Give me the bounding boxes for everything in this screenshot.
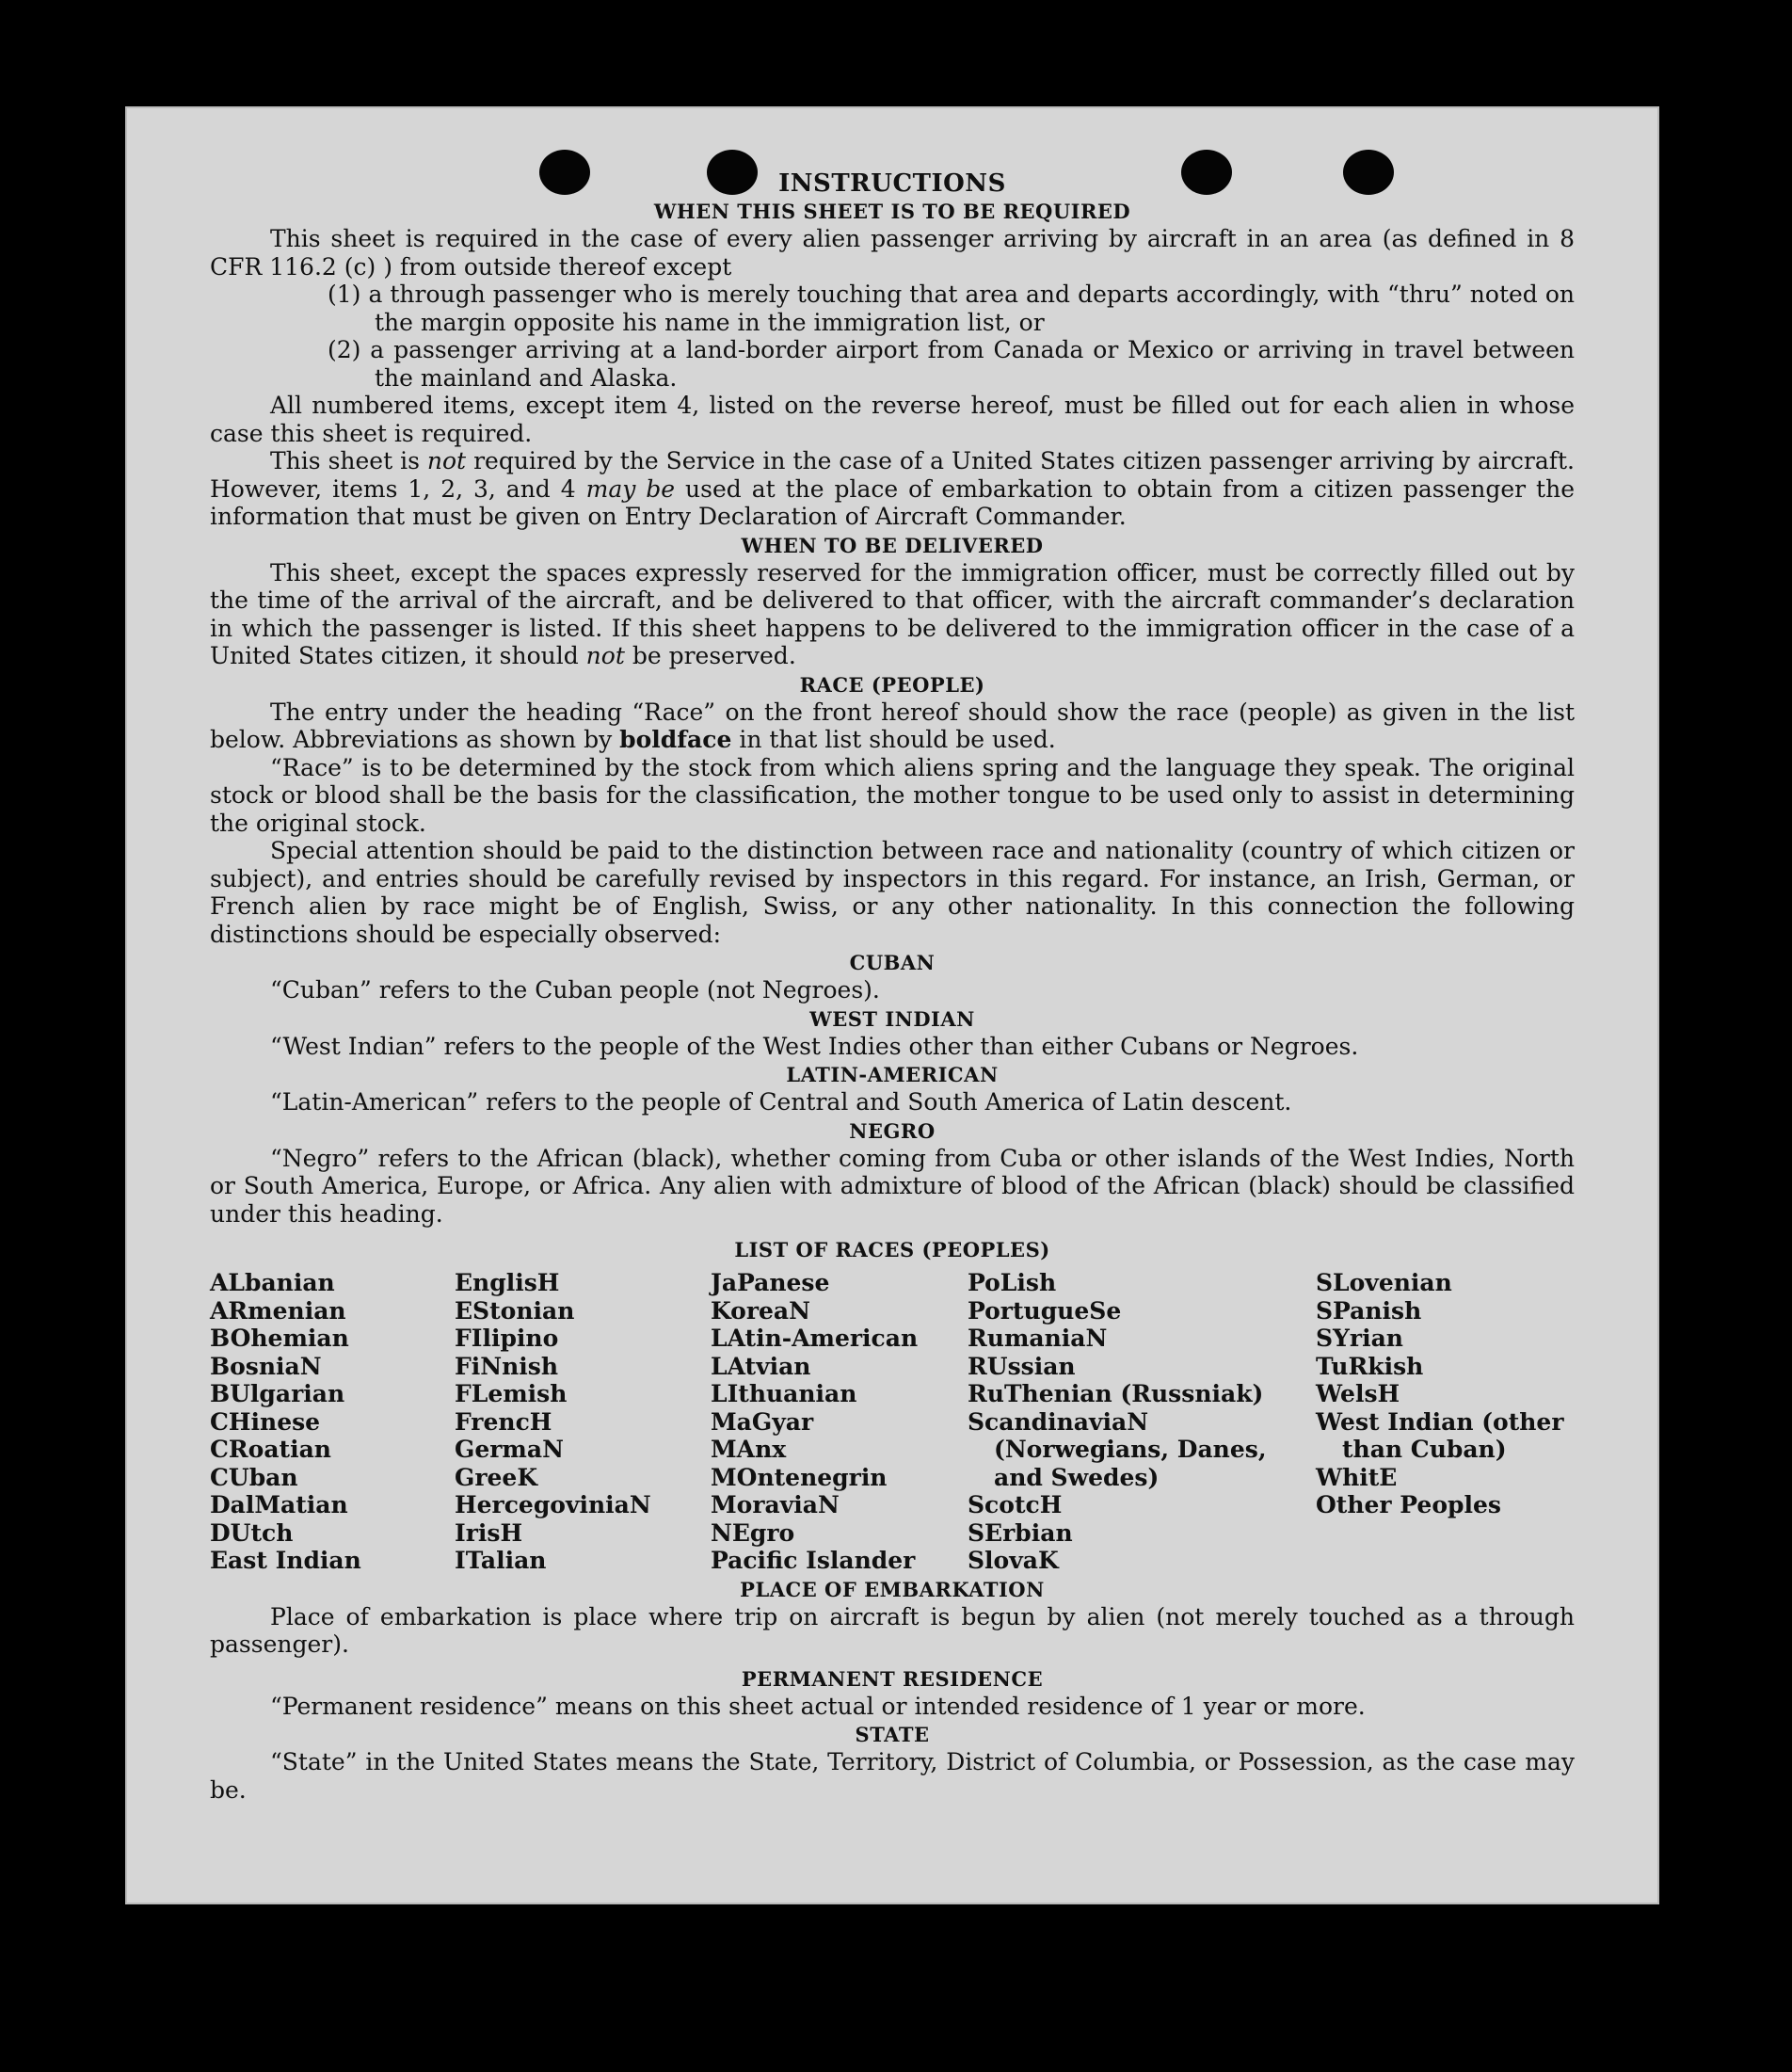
race-entry: MaGyar bbox=[711, 1407, 814, 1436]
race-entry: RuThenian (Russniak) bbox=[968, 1380, 1264, 1407]
race-entry: WhitE bbox=[1316, 1463, 1398, 1491]
section-heading: LATIN-AMERICAN bbox=[786, 1063, 999, 1086]
race-entry: LAtvian bbox=[711, 1352, 811, 1380]
paragraph bbox=[210, 559, 1575, 670]
race-entry: NEgro bbox=[711, 1518, 795, 1547]
race-entry: DalMatian bbox=[210, 1491, 348, 1518]
race-entry: BosniaN bbox=[210, 1352, 322, 1380]
section-heading: PLACE OF EMBARKATION bbox=[740, 1577, 1045, 1601]
document-sheet bbox=[125, 106, 1659, 1904]
paragraph: “Permanent residence” means on this sheet actual or intended residence of 1 year or more. bbox=[270, 1692, 1366, 1720]
page-title: INSTRUCTIONS bbox=[778, 169, 1006, 198]
section-heading: STATE bbox=[855, 1723, 930, 1746]
race-entry: TuRkish bbox=[1316, 1352, 1424, 1380]
race-entry: ALbanian bbox=[210, 1269, 335, 1296]
section-heading: WHEN THIS SHEET IS TO BE REQUIRED bbox=[653, 200, 1131, 223]
list-item: (2) a passenger arriving at a land-border airport from Canada or Mexico or arriving in travel between the mainland and Alaska. bbox=[328, 336, 1575, 392]
text-run: This sheet, except the spaces expressly reserved for the immigration officer, must be correctly filled out by the time of the arrival of the aircraft, and be delivered to that officer, with the aircraft commander’s declaration in which the passenger is listed. If this sheet happens to be delivered to the immigration officer in the case of a United States citizen, it should bbox=[210, 558, 1575, 669]
paragraph: “State” in the United States means the State, Territory, District of Columbia, or Possession, as the case may be. bbox=[210, 1748, 1575, 1804]
race-entry: LAtin-American bbox=[711, 1325, 919, 1352]
race-entry: CHinese bbox=[210, 1407, 321, 1436]
race-entry: ScotcH bbox=[968, 1491, 1063, 1518]
paragraph: Special attention should be paid to the distinction between race and nationality (country of which citizen or subject), and entries should be carefully revised by inspectors in this regard. For instance, an Irish, German, or French alien by race might be of English, Swiss, or any other nationality. In this connection the following distinctions should be especially observed: bbox=[210, 837, 1575, 948]
race-entry: PoLish bbox=[968, 1269, 1057, 1296]
race-column bbox=[455, 1269, 711, 1575]
race-entry: EnglisH bbox=[455, 1269, 560, 1296]
race-entry: RumaniaN bbox=[968, 1325, 1108, 1352]
race-entry: HercegoviniaN bbox=[455, 1491, 651, 1518]
race-entry: PortugueSe bbox=[968, 1296, 1122, 1325]
text-run-italic: not bbox=[426, 447, 467, 474]
race-entry: FLemish bbox=[455, 1380, 568, 1407]
section-heading: LIST OF RACES (PEOPLES) bbox=[734, 1238, 1050, 1261]
race-entry: LIthuanian bbox=[711, 1380, 857, 1407]
race-entry: IrisH bbox=[455, 1518, 523, 1547]
race-list bbox=[210, 1269, 1575, 1575]
text-run-bold: boldface bbox=[619, 726, 732, 753]
instructions-content bbox=[210, 169, 1575, 1804]
race-entry: GermaN bbox=[455, 1436, 564, 1463]
race-entry: CRoatian bbox=[210, 1436, 331, 1463]
race-entry: CUban bbox=[210, 1463, 298, 1491]
section-heading: CUBAN bbox=[849, 951, 936, 974]
race-column bbox=[968, 1269, 1316, 1575]
race-entry: SPanish bbox=[1316, 1296, 1422, 1325]
paragraph: “West Indian” refers to the people of the West Indies other than either Cubans or Negroes. bbox=[270, 1032, 1359, 1060]
paragraph: “Race” is to be determined by the stock from which aliens spring and the language they speak. The original stock or blood shall be the basis for the classification, the mother tongue to be used only to assist in determining the original stock. bbox=[210, 753, 1575, 837]
paragraph bbox=[210, 699, 1575, 754]
race-entry: SYrian bbox=[1316, 1325, 1403, 1352]
race-entry: East Indian bbox=[210, 1547, 361, 1574]
paragraph: All numbered items, except item 4, listed on the reverse hereof, must be filled out for each alien in whose case this sheet is required. bbox=[210, 392, 1575, 447]
race-entry: SlovaK bbox=[968, 1547, 1059, 1574]
race-entry: SErbian bbox=[968, 1518, 1073, 1547]
race-entry: BUlgarian bbox=[210, 1380, 345, 1407]
race-entry: ScandinaviaN (Norwegians, Danes, and Swedes) bbox=[968, 1407, 1267, 1491]
text-run: This sheet is bbox=[270, 447, 427, 474]
race-entry: ARmenian bbox=[210, 1296, 346, 1325]
race-entry: West Indian (other than Cuban) bbox=[1316, 1407, 1564, 1463]
text-run-italic: may be bbox=[585, 474, 676, 503]
text-run-italic: not bbox=[585, 642, 625, 669]
race-entry: MOntenegrin bbox=[711, 1463, 888, 1491]
race-column bbox=[1316, 1269, 1575, 1575]
race-entry: WelsH bbox=[1316, 1380, 1400, 1407]
race-entry: GreeK bbox=[455, 1463, 538, 1491]
race-column bbox=[711, 1269, 968, 1575]
paragraph bbox=[210, 447, 1575, 531]
section-heading: NEGRO bbox=[849, 1118, 936, 1143]
race-entry: ITalian bbox=[455, 1547, 547, 1574]
paragraph: This sheet is required in the case of every alien passenger arriving by aircraft in an area (as defined in 8 CFR 116.2 (c) ) from outside thereof except bbox=[210, 225, 1575, 281]
section-heading: WHEN TO BE DELIVERED bbox=[741, 533, 1044, 557]
text-run: used at the place of embarkation to obtain from a citizen passenger the information that must be given on Entry Declaration of Aircraft Commander. bbox=[210, 474, 1575, 530]
race-column bbox=[210, 1269, 455, 1575]
race-entry: EStonian bbox=[455, 1296, 575, 1325]
paragraph: Place of embarkation is place where trip on aircraft is begun by alien (not merely touched as a through passenger). bbox=[210, 1602, 1575, 1658]
race-entry: KoreaN bbox=[711, 1296, 810, 1325]
race-entry: Pacific Islander bbox=[711, 1547, 916, 1574]
race-entry: FrencH bbox=[455, 1407, 552, 1436]
race-entry: SLovenian bbox=[1316, 1269, 1452, 1296]
section-heading: PERMANENT RESIDENCE bbox=[741, 1666, 1044, 1691]
section-heading: RACE (PEOPLE) bbox=[799, 672, 985, 697]
race-entry: DUtch bbox=[210, 1518, 294, 1547]
paragraph: “Cuban” refers to the Cuban people (not Negroes). bbox=[270, 976, 880, 1004]
text-run: required by the Service in the case of a United States citizen passenger arriving by aircraft. However, items 1, 2, 3, and 4 bbox=[210, 447, 1575, 503]
race-entry: JaPanese bbox=[711, 1269, 830, 1296]
section-heading: WEST INDIAN bbox=[809, 1006, 975, 1031]
race-entry: MoraviaN bbox=[711, 1491, 840, 1518]
paragraph: “Latin-American” refers to the people of Central and South America of Latin descent. bbox=[270, 1088, 1292, 1116]
race-entry: FIlipino bbox=[455, 1325, 559, 1352]
race-entry: Other Peoples bbox=[1316, 1491, 1501, 1518]
list-item: (1) a through passenger who is merely touching that area and departs accordingly, with “thru” noted on the margin opposite his name in the immigration list, or bbox=[328, 281, 1575, 336]
race-entry: RUssian bbox=[968, 1352, 1076, 1380]
text-run: in that list should be used. bbox=[731, 726, 1056, 753]
text-run: be preserved. bbox=[624, 642, 796, 669]
text-run: The entry under the heading “Race” on the front hereof should show the race (people) as given in the list below. Abbreviations as shown by bbox=[210, 698, 1575, 753]
race-entry: BOhemian bbox=[210, 1325, 349, 1352]
race-entry: MAnx bbox=[711, 1436, 787, 1463]
paragraph: “Negro” refers to the African (black), whether coming from Cuba or other islands of the West Indies, North or South America, Europe, or Africa. Any alien with admixture of blood of the African (black) should be classified under this heading. bbox=[210, 1144, 1575, 1228]
race-entry: FiNnish bbox=[455, 1352, 559, 1380]
